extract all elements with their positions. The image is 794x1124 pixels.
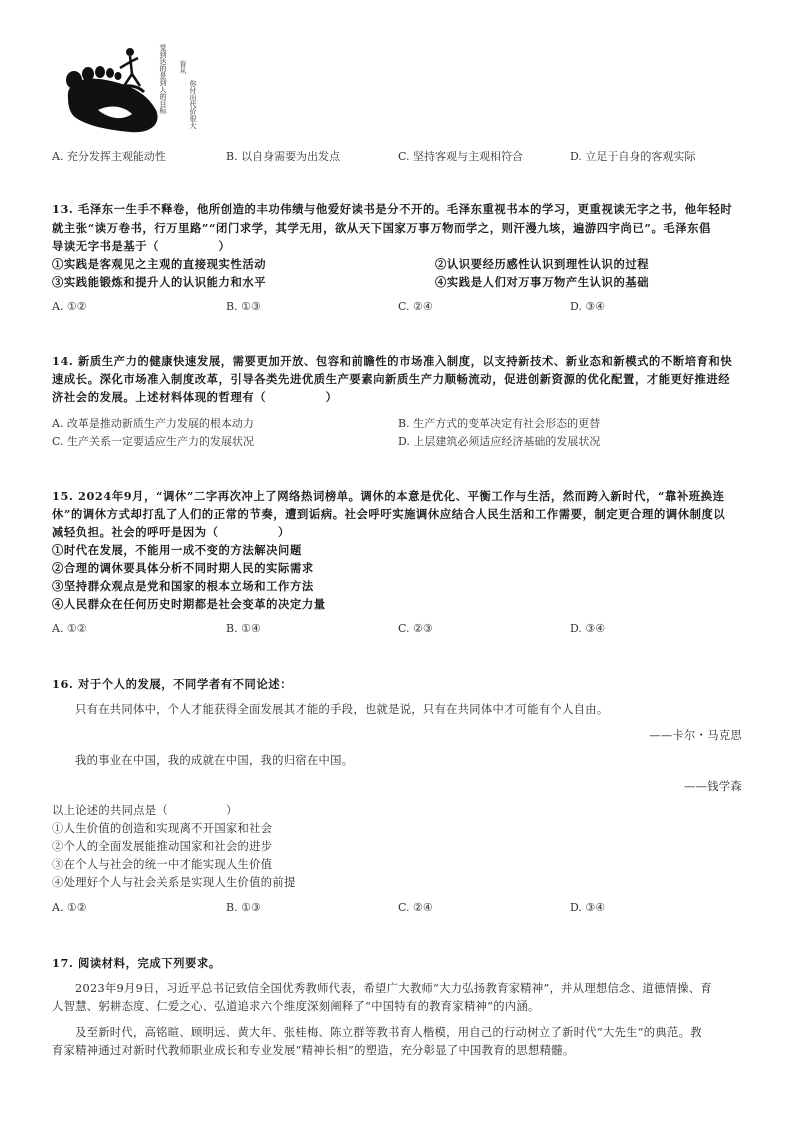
- q13-option-c[interactable]: C. ②④: [398, 300, 433, 313]
- q13-choice-2: ②认识要经历感性认识到理性认识的过程: [435, 257, 650, 271]
- q16-choice-1: ①人生价值的创造和实现离不开国家和社会: [52, 822, 273, 835]
- q12-option-a[interactable]: A. 充分发挥主观能动性: [52, 150, 166, 163]
- q13-option-d[interactable]: D. ③④: [570, 300, 606, 313]
- q16-option-b[interactable]: B. ①③: [226, 901, 261, 914]
- q16-choice-3: ③在个人与社会的统一中才能实现人生价值: [52, 858, 273, 871]
- footprint-illustration: [58, 40, 208, 140]
- q14-option-b[interactable]: B. 生产方式的变革决定有社会形态的更替: [398, 417, 601, 430]
- q16-ask: 以上论述的共同点是（ ）: [52, 804, 238, 817]
- q15-option-c[interactable]: C. ②③: [398, 622, 433, 635]
- q14-stem-line1: 14. 新质生产力的健康快速发展，需要更加开放、包容和前瞻性的市场准入制度，以支持新技术、新业态和新模式的不断培育和快: [52, 354, 733, 368]
- q16-choice-2: ②个人的全面发展能推动国家和社会的进步: [52, 840, 273, 853]
- q15-choice-3: ③坚持群众观点是党和国家的根本立场和工作方法: [52, 579, 314, 593]
- q15-stem-line2: 休”的调休方式却打乱了人们的正常的节奏，遭到诟病。社会呼吁实施调休应结合人民生活和工作需要，制定更合理的调休制度以: [52, 507, 726, 521]
- q16-quote-qian: 我的事业在中国，我的成就在中国，我的归宿在中国。: [75, 754, 354, 767]
- q15-choice-4: ④人民群众在任何历史时期都是社会变革的决定力量: [52, 597, 326, 611]
- q16-author-qian: ——钱学森: [684, 780, 742, 793]
- q16-quote-marx: 只有在共同体中，个人才能获得全面发展其才能的手段，也就是说，只有在共同体中才可能有个人自由。: [75, 703, 609, 716]
- q15-stem-line1: 15. 2024年9月，“调休”二字再次冲上了网络热词榜单。调休的本意是优化、平衡工作与生活，然而跨入新时代，“靠补班换连: [52, 489, 725, 503]
- q13-stem-line3: 导读无字书是基于（ ）: [52, 239, 231, 253]
- figure-caption-left: 觉到达的是到人的目标: [159, 44, 167, 114]
- q14-stem-line2: 速成长。深化市场准入制度改革，引导各类先进优质生产要素向新质生产力顺畅流动，促进创新资源的优化配置，才能更好推进经: [52, 372, 731, 386]
- figure-caption-right: 你付出代价很大: [189, 80, 197, 129]
- q15-option-b[interactable]: B. ①④: [226, 622, 261, 635]
- q14-option-a[interactable]: A. 改革是推动新质生产力发展的根本动力: [52, 417, 254, 430]
- q12-option-d[interactable]: D. 立足于自身的客观实际: [570, 150, 696, 163]
- q13-stem-line1: 13. 毛泽东一生手不释卷，他所创造的丰功伟绩与他爱好读书是分不开的。毛泽东重视书本的学习，更重视读无字之书，他年轻时: [52, 202, 733, 216]
- q17-para2-line1: 及至新时代，高铭暄、顾明远、黄大年、张桂梅、陈立群等教书育人楷模，用自己的行动树立了新时代“大先生”的典范。教: [75, 1026, 702, 1039]
- q13-choice-4: ④实践是人们对万事万物产生认识的基础: [435, 275, 650, 289]
- footprint-figure: [58, 40, 208, 140]
- q14-stem-line3: 济社会的发展。上述材料体现的哲理有（ ）: [52, 390, 338, 404]
- figure-caption-mid: 盲从: [179, 60, 187, 74]
- q15-option-d[interactable]: D. ③④: [570, 622, 606, 635]
- q16-option-c[interactable]: C. ②④: [398, 901, 433, 914]
- q13-option-a[interactable]: A. ①②: [52, 300, 87, 313]
- q14-option-c[interactable]: C. 生产关系一定要适应生产力的发展状况: [52, 435, 255, 448]
- q16-choice-4: ④处理好个人与社会关系是实现人生价值的前提: [52, 876, 296, 889]
- q16-option-d[interactable]: D. ③④: [570, 901, 606, 914]
- q15-option-a[interactable]: A. ①②: [52, 622, 87, 635]
- q17-para1-line2: 人智慧、躬耕态度、仁爱之心、弘道追求六个维度深刻阐释了“中国特有的教育家精神”的内涵。: [52, 1000, 540, 1013]
- q16-author-marx: ——卡尔・马克思: [649, 729, 742, 742]
- q17-para2-line2: 育家精神通过对新时代教师职业成长和专业发展“精神长相”的塑造，充分彰显了中国教育的思想精髓。: [52, 1044, 575, 1057]
- q13-choice-3: ③实践能锻炼和提升人的认识能力和水平: [52, 275, 267, 289]
- q15-choice-1: ①时代在发展，不能用一成不变的方法解决问题: [52, 543, 302, 557]
- q17-stem: 17. 阅读材料，完成下列要求。: [52, 956, 221, 970]
- q13-choice-1: ①实践是客观见之主观的直接现实性活动: [52, 257, 267, 271]
- q16-option-a[interactable]: A. ①②: [52, 901, 87, 914]
- q17-para1-line1: 2023年9月9日，习近平总书记致信全国优秀教师代表，希望广大教师“大力弘扬教育家精神”，并从理想信念、道德情操、育: [75, 982, 712, 995]
- q12-option-c[interactable]: C. 坚持客观与主观相符合: [398, 150, 524, 163]
- q13-option-b[interactable]: B. ①③: [226, 300, 261, 313]
- q12-option-b[interactable]: B. 以自身需要为出发点: [226, 150, 341, 163]
- q13-stem-line2: 就主张“读万卷书，行万里路”“闭门求学，其学无用，欲从天下国家万事万物而学之，则汗漫九垓，遍游四宇尚已”。毛泽东倡: [52, 221, 711, 235]
- q16-stem: 16. 对于个人的发展，不同学者有不同论述：: [52, 677, 293, 691]
- q15-stem-line3: 减轻负担。社会的呼吁是因为（ ）: [52, 525, 290, 539]
- q15-choice-2: ②合理的调休要具体分析不同时期人民的实际需求: [52, 561, 314, 575]
- q14-option-d[interactable]: D. 上层建筑必须适应经济基础的发展状况: [398, 435, 601, 448]
